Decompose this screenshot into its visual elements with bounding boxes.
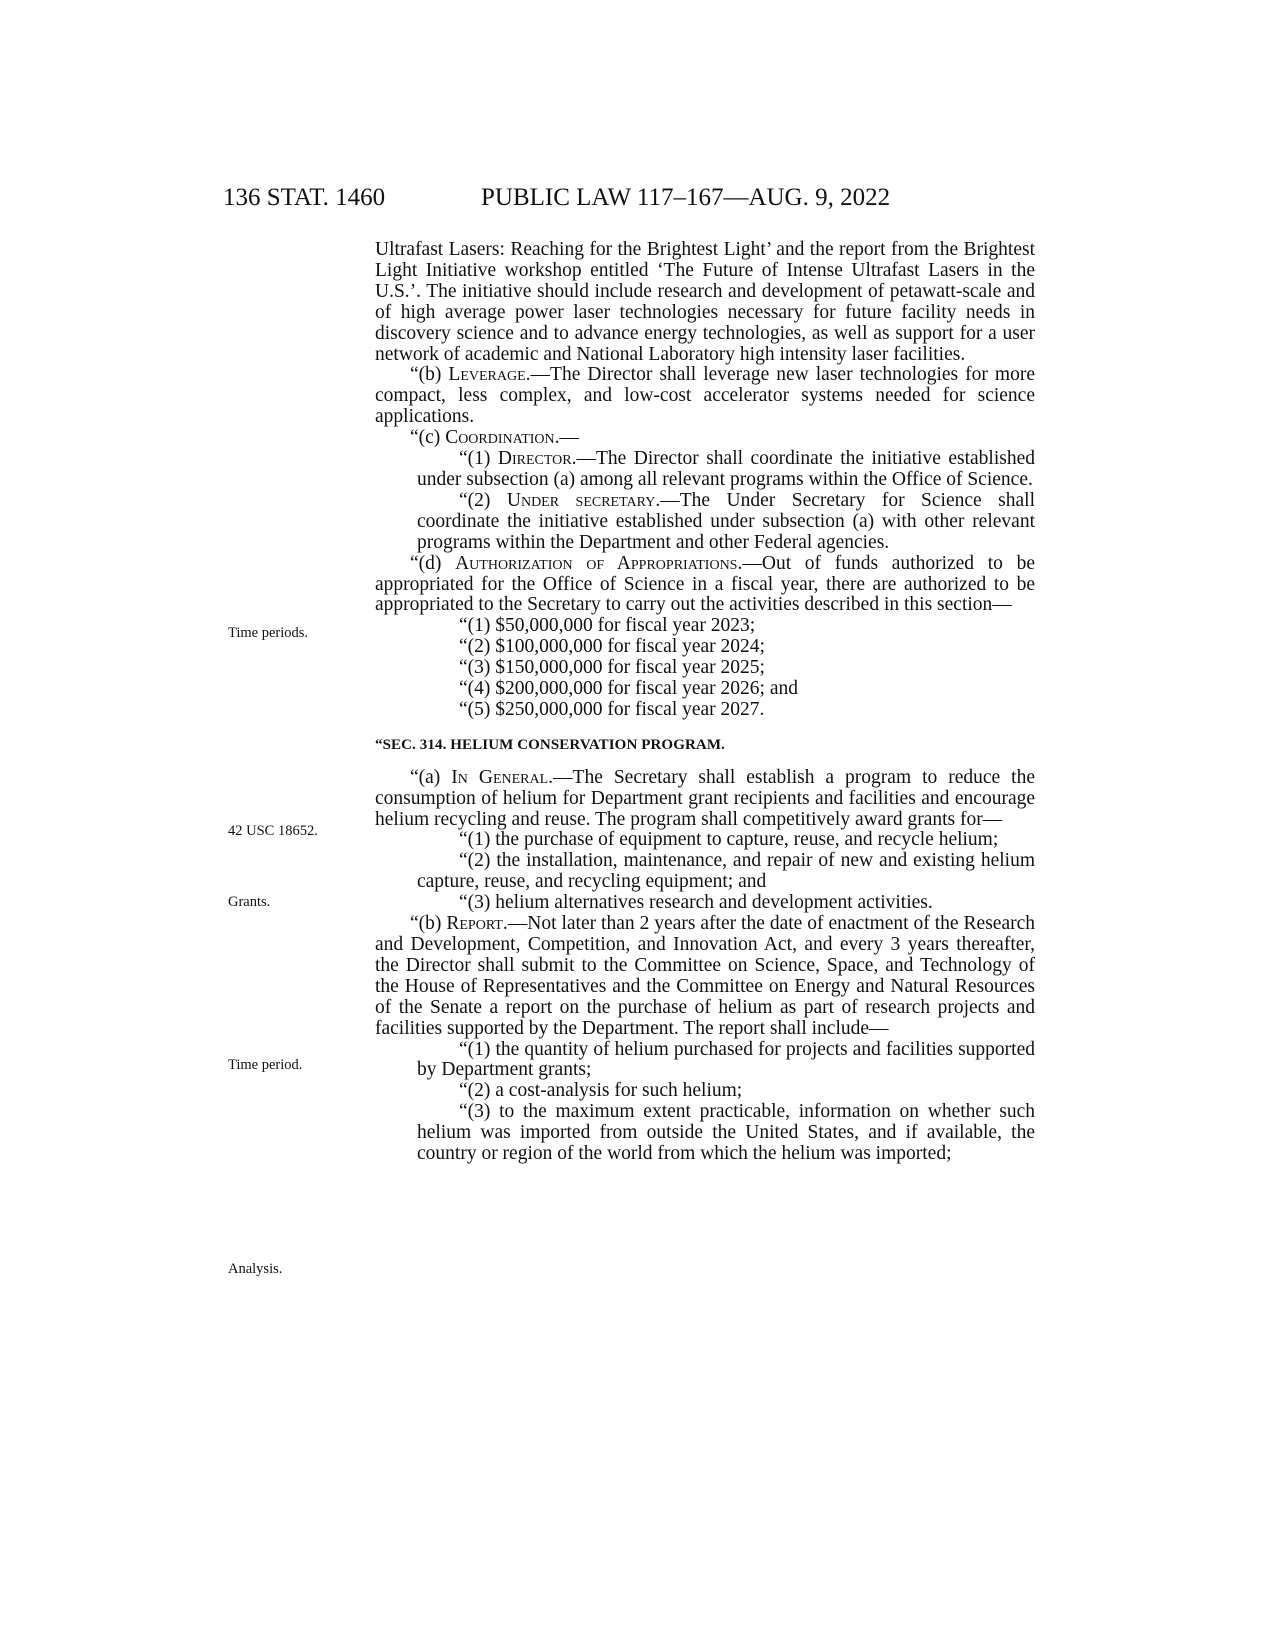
margin-note-grants: Grants. (228, 894, 271, 910)
subsection-heading: Leverage (448, 364, 526, 386)
report-item-3: “(3) to the maximum extent practicable, information on whether such helium was imported from outside the United States, and if available, the country or region of the world from which the helium was imported; (417, 1101, 1035, 1165)
grant-item-1: “(1) the purchase of equipment to capture, reuse, and recycle helium; (459, 829, 999, 851)
subsection-heading: Coordination (445, 427, 555, 449)
grant-item-3: “(3) helium alternatives research and development activities. (459, 892, 933, 914)
subsection-d-authorization: “(d) Authorization of Appropriations.—Out of funds authorized to be appropriated for the Office of Science in a fiscal year, there are authorized to be appropriated to the Secretary to carry out the activities described in this section— (375, 552, 1035, 616)
margin-note-time-period: Time period. (228, 1057, 303, 1073)
subsection-heading: Report (446, 913, 503, 935)
document-body (375, 240, 1035, 1165)
running-head: PUBLIC LAW 117–167—AUG. 9, 2022 (481, 184, 891, 211)
appropriation-item-2027: “(5) $250,000,000 for fiscal year 2027. (459, 698, 765, 720)
appropriation-item-2025: “(3) $150,000,000 for fiscal year 2025; (459, 657, 765, 679)
paragraph-c2-under-secretary: “(2) Under secretary.—The Under Secretary for Science shall coordinate the initiative established under subsection (a) with other relevant programs within the Department and other Federal agencies. (417, 489, 1035, 553)
appropriation-item-2026: “(4) $200,000,000 for fiscal year 2026; and (459, 678, 798, 700)
margin-note-time-periods: Time periods. (228, 625, 309, 641)
paragraph-c1-director: “(1) Director.—The Director shall coordinate the initiative established under subsection (a) among all relevant programs within the Office of Science. (417, 448, 1035, 490)
section-heading: “SEC. 314. HELIUM CONSERVATION PROGRAM. (375, 736, 725, 753)
report-item-2: “(2) a cost-analysis for such helium; (459, 1080, 743, 1102)
paragraph-heading: Director (497, 448, 572, 470)
subsection-b-report: “(b) Report.—Not later than 2 years after the date of enactment of the Research and Development, Competition, and Innovation Act, and every 3 years thereafter, the Director shall submit to the Committee on Science, Space, and Technology of the House of Representatives and the Committee on Energy and Natural Resources of the Senate a report on the purchase of helium as part of research projects and facilities supported by the Department. The report shall include— (375, 913, 1035, 1039)
subsection-heading: Authorization of Appropriations (455, 552, 738, 574)
subsection-a-in-general: “(a) In General.—The Secretary shall establish a program to reduce the consumption of helium for Department grant recipients and facilities and encourage helium recycling and reuse. The program shall competitively award grants for— (375, 766, 1035, 830)
paragraph-heading: Under secretary (506, 489, 656, 511)
subsection-b-leverage: “(b) Leverage.—The Director shall leverage new laser technologies for more compact, less complex, and low-cost accelerator systems needed for science applications. (375, 364, 1035, 428)
page-stat-citation: 136 STAT. 1460 (223, 184, 386, 211)
appropriation-item-2023: “(1) $50,000,000 for fiscal year 2023; (459, 615, 756, 637)
paragraph-continuation: Ultrafast Lasers: Reaching for the Brightest Light’ and the report from the Brightest Light Initiative workshop entitled ‘The Future of Intense Ultrafast Lasers in the U.S.’. The initiative should include research and development of petawatt-scale and of high average power laser technologies necessary for future facility needs in discovery science and to advance energy technologies, as well as support for a user network of academic and National Laboratory high intensity laser facilities. (375, 239, 1035, 365)
margin-note-usc-citation: 42 USC 18652. (228, 823, 318, 839)
appropriation-item-2024: “(2) $100,000,000 for fiscal year 2024; (459, 636, 765, 658)
grant-item-2: “(2) the installation, maintenance, and repair of new and existing helium capture, reuse, and recycling equipment; and (417, 850, 1035, 893)
subsection-c-coordination: “(c) Coordination.— (410, 427, 580, 449)
margin-note-analysis: Analysis. (228, 1261, 283, 1277)
report-item-1: “(1) the quantity of helium purchased for projects and facilities supported by Department grants; (417, 1038, 1035, 1081)
subsection-heading: In General (451, 766, 549, 788)
